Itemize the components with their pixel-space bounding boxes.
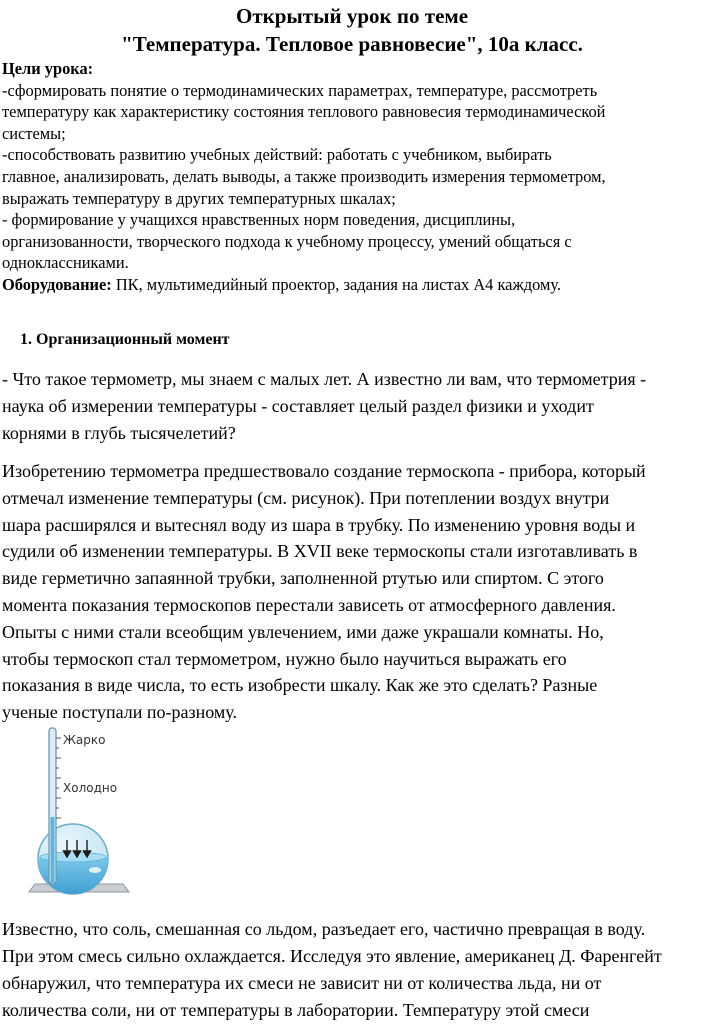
paragraph-line: Опыты с ними стали всеобщим увлечением, ими даже украшали комнаты. Но, bbox=[2, 621, 604, 642]
paragraph-line: чтобы термоскоп стал термометром, нужно было научиться выражать его bbox=[2, 648, 567, 669]
scale-ticks bbox=[56, 738, 61, 818]
title-line-1: Открытый урок по теме bbox=[235, 4, 469, 28]
tube-water bbox=[51, 817, 55, 883]
paragraph-line: момента показания термоскопов перестали зависеть от атмосферного давления. bbox=[2, 594, 616, 615]
lesson-goals bbox=[2, 58, 700, 296]
paragraph-line: шара расширялся и вытеснял воду из шара в трубку. По изменению уровня воды и bbox=[2, 514, 636, 535]
goals-line: - формирование у учащихся нравственных норм поведения, дисциплины, bbox=[2, 210, 516, 230]
equipment-label: Оборудование: bbox=[2, 274, 112, 294]
paragraph-line: ученые поступали по-разному. bbox=[2, 702, 237, 723]
paragraph-line: количества соли, ни от температуры в лаборатории. Температуру этой смеси bbox=[2, 1000, 590, 1020]
section-heading: 1. Организационный момент bbox=[20, 331, 230, 348]
goals-line: -сформировать понятие о термодинамических параметрах, температуре, рассмотреть bbox=[2, 80, 598, 100]
goals-line: организованности, творческого подхода к учебному процессу, умений общаться с bbox=[2, 231, 572, 251]
goals-label: Цели урока: bbox=[2, 59, 94, 78]
paragraph-line: Изобретению термометра предшествовало создание термоскопа - прибора, который bbox=[2, 461, 646, 481]
paragraph-intro bbox=[2, 366, 700, 447]
goals-line: температуру как характеристику состояния теплового равновесия термодинамической bbox=[2, 102, 606, 122]
paragraph-line: корнями в глубь тысячелетий? bbox=[2, 423, 236, 443]
paragraph-line: обнаружил, что температура их смеси не зависит ни от количества льда, ни от bbox=[2, 973, 602, 993]
label-hot: Жарко bbox=[63, 733, 106, 747]
paragraph-line: Известно, что соль, смешанная со льдом, разъедает его, частично превращая в воду. bbox=[2, 919, 646, 939]
paragraph-line: показания в виде числа, то есть изобрести шкалу. Как же это сделать? Разные bbox=[2, 675, 598, 696]
goals-line: системы; bbox=[2, 123, 66, 143]
thermoscope-figure bbox=[25, 722, 165, 897]
paragraph-line: - Что такое термометр, мы знаем с малых лет. А известно ли вам, что термометрия - bbox=[2, 369, 647, 389]
paragraph-line: виде герметично запаянной трубки, заполненной ртутью или спиртом. С этого bbox=[2, 568, 604, 589]
goals-line: -способствовать развитию учебных действий: работать с учебником, выбирать bbox=[2, 145, 552, 165]
goals-line: одноклассниками. bbox=[2, 253, 129, 273]
paragraph-fahrenheit bbox=[2, 916, 700, 1024]
paragraph-line: судили об изменении температуры. В XVII веке термоскопы стали изготавливать в bbox=[2, 541, 638, 562]
goals-line: выражать температуру в других температурных шкалах; bbox=[2, 188, 396, 208]
paragraph-line: При этом смесь сильно охлаждается. Исследуя это явление, американец Д. Фаренгейт bbox=[2, 946, 662, 966]
pressure-arrows bbox=[64, 840, 91, 857]
paragraph-line: отмечал изменение температуры (см. рисунок). При потеплении воздух внутри bbox=[2, 487, 610, 508]
paragraph-line: наука об измерении температуры - составляет целый раздел физики и уходит bbox=[2, 396, 594, 416]
equipment-text: ПК, мультимедийный проектор, задания на листах А4 каждому. bbox=[111, 274, 562, 294]
paragraph-thermoscope bbox=[2, 458, 700, 726]
label-cold: Холодно bbox=[63, 781, 118, 795]
goals-line: главное, анализировать, делать выводы, а также производить измерения термометром, bbox=[2, 166, 606, 186]
equipment-line bbox=[2, 274, 700, 296]
title-line-2: "Температура. Тепловое равновесие", 10а класс. bbox=[121, 32, 583, 56]
